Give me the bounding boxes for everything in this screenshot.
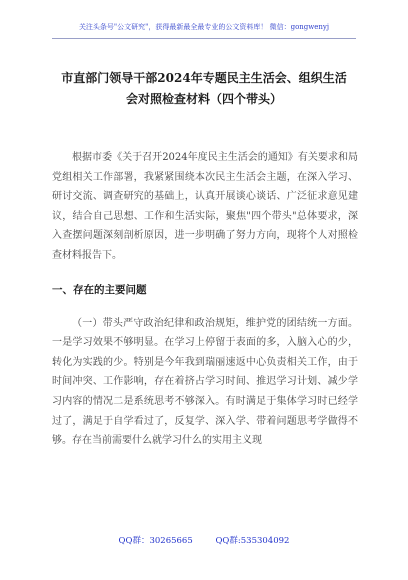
document-title: 市直部门领导干部2024年专题民主生活会、组织生活会对照检查材料（四个带头）: [61, 71, 347, 106]
section-heading: 一、存在的主要问题: [52, 283, 147, 296]
document-body: [52, 148, 358, 451]
banner-divider: [52, 38, 356, 39]
footer-qq-group-2: QQ群:535304092: [215, 536, 290, 546]
intro-paragraph: 根据市委《关于召开2024年度民主生活会的通知》有关要求和局党组相关工作部署，我紧紧围绕本次民主生活会主题，在深入学习、研讨交流、调查研究的基础上，认真开展谈心谈话、广泛征求意见建议，结合自己思想、工作和生活实际，聚焦"四个带头"总体要求，深入查摆问题深刻剖析原因，进一步明确了努力方向，现将个人对照检查材料报告下。: [52, 152, 358, 261]
footer: [0, 534, 408, 546]
footer-qq-group-1: QQ群：30265665: [118, 536, 193, 546]
section-paragraph: （一）带头严守政治纪律和政治规矩，维护党的团结统一方面。一是学习效果不够明显。在学习上停留于表面的多，入脑入心的少，转化为实践的少。特别是今年我到瑞丽速返中心负责相关工作，由于时间冲突、工作影响，存在着挤占学习时间、推迟学习计划、减少学习内容的情况二是系统思考不够深入。有时满足于集体学习时已经学过了，满足于自学看过了，反复学、深入学、带着问题思考学做得不够。存在当前需要什么就学习什么的实用主义现: [52, 317, 358, 447]
banner-text: 关注头条号"公文研究"，获得最新最全最专业的公文资料库！ 微信：gongwenyj: [78, 23, 330, 31]
